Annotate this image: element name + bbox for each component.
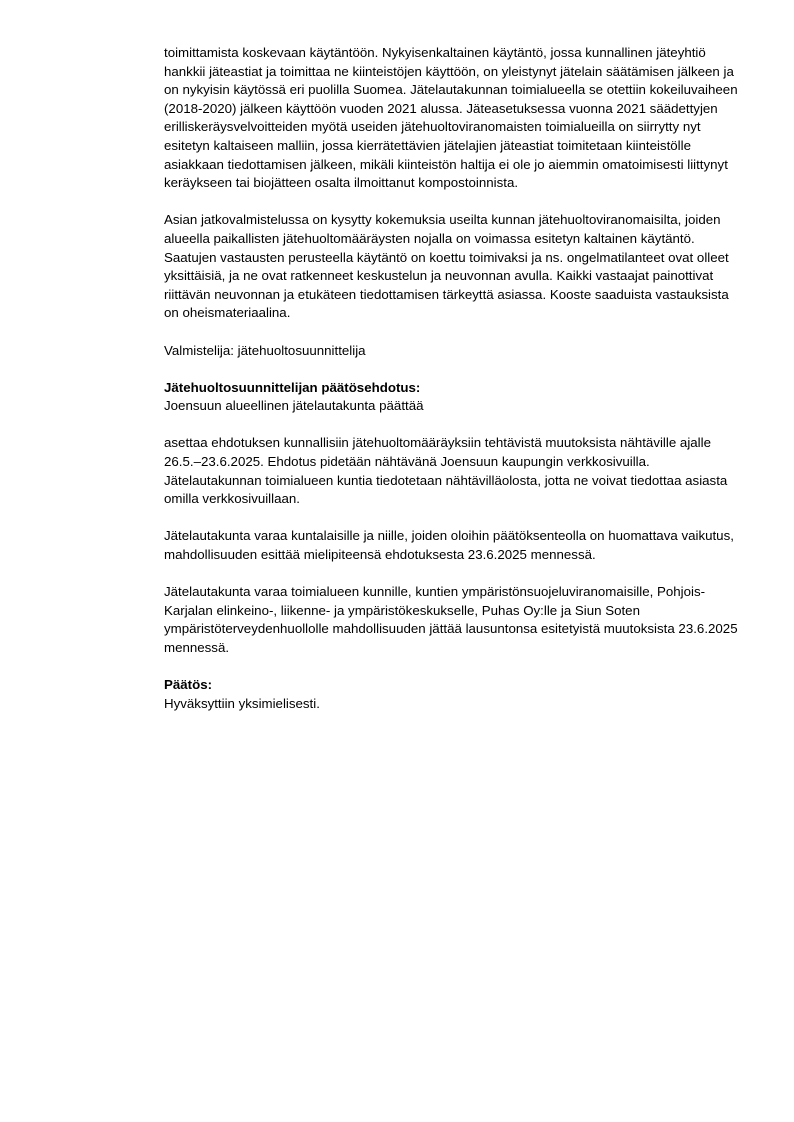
proposal-section [164, 379, 744, 416]
proposal-item: Jätelautakunta varaa toimialueen kunnille, kuntien ympäristönsuojeluviranomaisille, Pohjois-Karjalan elinkeino-, liikenne- ja ympäristökeskukselle, Puhas Oy:lle ja Siun Soten ympäristöterveydenhuollolle mahdollisuuden jättää lausuntonsa esitetyistä muutoksista 23.6.2025 mennessä. [164, 584, 738, 655]
decision-heading: Päätös: [164, 677, 213, 693]
decision-text: Hyväksyttiin yksimielisesti. [164, 695, 320, 711]
consultation-paragraph: Asian jatkovalmistelussa on kysytty kokemuksia useilta kunnan jätehuoltoviranomaisilta, joiden alueella paikallisten jätehuoltomääräysten nojalla on voimassa esitetyn kaltainen käytäntö. Saatujen vastausten perusteella käytäntö on koettu toimivaksi ja ns. ongelmatilanteet ovat olleet yksittäisiä, ja ne ovat ratkenneet keskustelun ja neuvonnan avulla. Kaikki vastaajat painottivat riittävän neuvonnan ja etukäteen tiedottamisen tärkeyttä asiassa. Kooste saaduista vastauksista on oheismateriaalina. [164, 212, 729, 321]
background-paragraph: toimittamista koskevaan käytäntöön. Nykyisenkaltainen käytäntö, jossa kunnallinen jäteyhtiö hankkii jäteastiat ja toimittaa ne kiinteistöjen käyttöön, on yleistynyt jätelain säätämisen jälkeen ja on nykyisin käytössä eri puolilla Suomea. Jätelautakunnan toimialueella se otettiin kokeiluvaiheen (2018-2020) jälkeen käyttöön vuoden 2021 alussa. Jäteasetuksessa vuonna 2021 säädettyjen erilliskeräysvelvoitteiden myötä useiden jätehuoltoviranomaisten toimialueilla on siirrytty nyt esitetyn kaltaiseen malliin, jossa kierrätettävien jätelajien jäteastiat toimitetaan kiinteistölle asiakkaan tiedottamisen jälkeen, mikäli kiinteistön haltija ei ole jo aiemmin omatoimisesti liittynyt keräykseen tai biojätteen osalta ilmoittanut kompostoinnista. [164, 45, 738, 191]
proposal-item: asettaa ehdotuksen kunnallisiin jätehuoltomääräyksiin tehtävistä muutoksista nähtäville ajalle 26.5.–23.6.2025. Ehdotus pidetään nähtävänä Joensuun kaupungin verkkosivuilla. Jätelautakunnan toimialueen kuntia tiedotetaan nähtävilläolosta, jotta ne voivat tiedottaa asiasta omilla verkkosivuillaan. [164, 435, 728, 507]
proposal-item: Jätelautakunta varaa kuntalaisille ja niille, joiden oloihin päätöksenteolla on huomattava vaikutus, mahdollisuuden esittää mielipiteensä ehdotuksesta 23.6.2025 mennessä. [164, 528, 734, 563]
decision-section [164, 676, 744, 713]
preparer-line: Valmistelija: jätehuoltosuunnittelija [164, 342, 366, 358]
proposal-heading: Jätehuoltosuunnittelijan päätösehdotus: [164, 379, 421, 395]
document-body [164, 44, 744, 732]
proposal-intro: Joensuun alueellinen jätelautakunta päättää [164, 398, 424, 414]
